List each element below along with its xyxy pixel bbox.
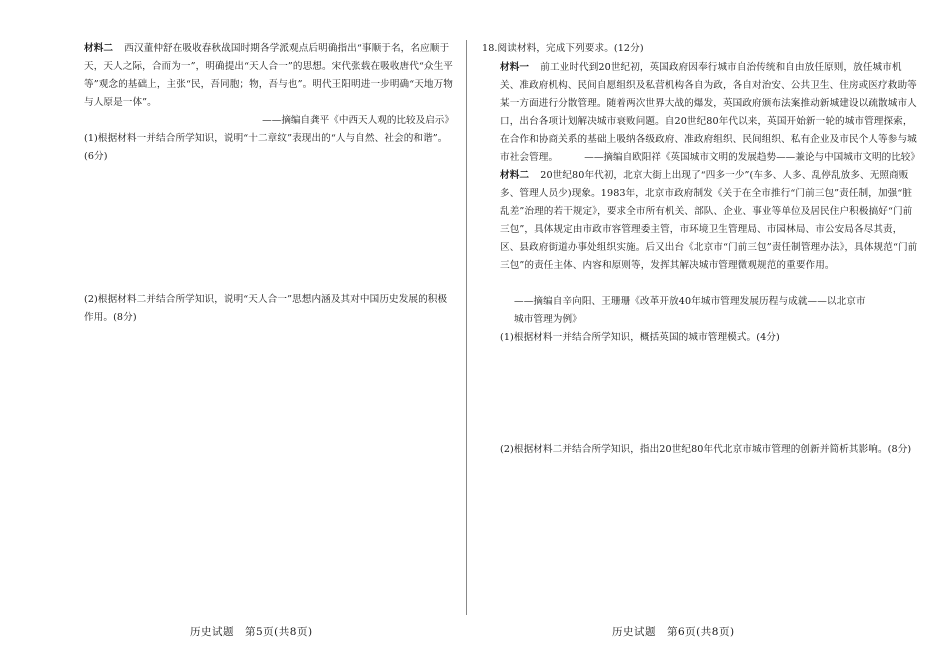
left-page — [0, 0, 470, 672]
material-2-text-right: 20世纪80年代初，北京大街上出现了“四多一少”(车多、人多、乱停乱放多、无照商贩多、管理人员少)现象。1983年，北京市政府制发《关于在全市推行“门前三包”责任制，加强“脏乱差”治理的若干规定》，要求全市所有机关、部队、企业、事业等单位及居民住户积极搞好“门前三包”，具体规定由市政市容管理委主管，市环境卫生管理局、市园林局、市公安局各尽其责，区、县政府街道办事处组织实施。后又出台《北京市“门前三包”责任制管理办法》，具体规范“门前三包”的责任主体、内容和原则等，发挥其解决城市管理微观规范的重要作用。 — [500, 170, 918, 271]
material-2-source-right-line2: 城市管理为例》 — [514, 314, 582, 325]
material-2-text: 西汉董仲舒在吸收春秋战国时期各学派观点后明确指出“事顺于名，名应顺于天，天人之际，合而为一”，明确提出“天人合一”的思想。宋代张载在吸收唐代“众生平等”观念的基础上，主张“民，吾同胞；物，吾与也”。明代王阳明进一步明确“天地万物与人原是一体”。 — [84, 43, 453, 108]
material-2-label-right: 材料二 — [500, 170, 530, 181]
question-18-header: 18.阅读材料，完成下列要求。(12分) — [482, 43, 644, 54]
page-divider — [466, 40, 467, 615]
page-footer-left: 历史试题 第5页(共8页) — [190, 626, 313, 638]
question-18-1: (1)根据材料一并结合所学知识，概括英国的城市管理模式。(4分) — [500, 332, 780, 343]
question-18-2-text: (2)根据材料二并结合所学知识，指出20世纪80年代北京市城市管理的创新并简析其影响。(8分) — [500, 444, 912, 455]
question-1: (1)根据材料一并结合所学知识，说明“十二章纹”表现出的“人与自然、社会的和谐”。(6分) — [84, 133, 448, 162]
page-footer-right: 历史试题 第6页(共8页) — [612, 626, 735, 638]
question-2 — [84, 291, 456, 327]
material-2-source-right-line1: ——摘编自辛向阳、王珊珊《改革开放40年城市管理发展历程与成就——以北京市 — [514, 296, 866, 307]
material-2-label: 材料二 — [84, 43, 114, 54]
material-2-paragraph — [84, 40, 456, 112]
question-18-2 — [500, 441, 920, 459]
question-2-text: (2)根据材料二并结合所学知识，说明“天人合一”思想内涵及其对中国历史发展的积极作用。(8分) — [84, 294, 448, 323]
right-page — [470, 0, 950, 672]
material-2-source: ——摘编自龚平《中西天人观的比较及启示》 — [262, 115, 454, 126]
material-2-paragraph-right — [500, 167, 920, 275]
material-1-text: 前工业时代到20世纪初，英国政府因奉行城市自治传统和自由放任原则，放任城市机关、准政府机构、民间自愿组织及私营机构各自为政，各自对治安、公共卫生、住房或医疗救助等某一方面进行分散管理。随着两次世界大战的爆发，英国政府颁布法案推动新城建设以疏散城市人口，出台各项计划解决城市衰败问题。自20世纪80年代以来，英国开始新一轮的城市管理探索，在合作和协商关系的基础上吸纳各级政府、准政府组织、民间组织、私有企业及市民个人等参与城市社会管理。 — [500, 62, 917, 163]
material-1-source: ——摘编自欧阳祥《英国城市文明的发展趋势——兼论与中国城市文明的比较》 — [584, 152, 920, 163]
material-1-label: 材料一 — [500, 62, 530, 73]
